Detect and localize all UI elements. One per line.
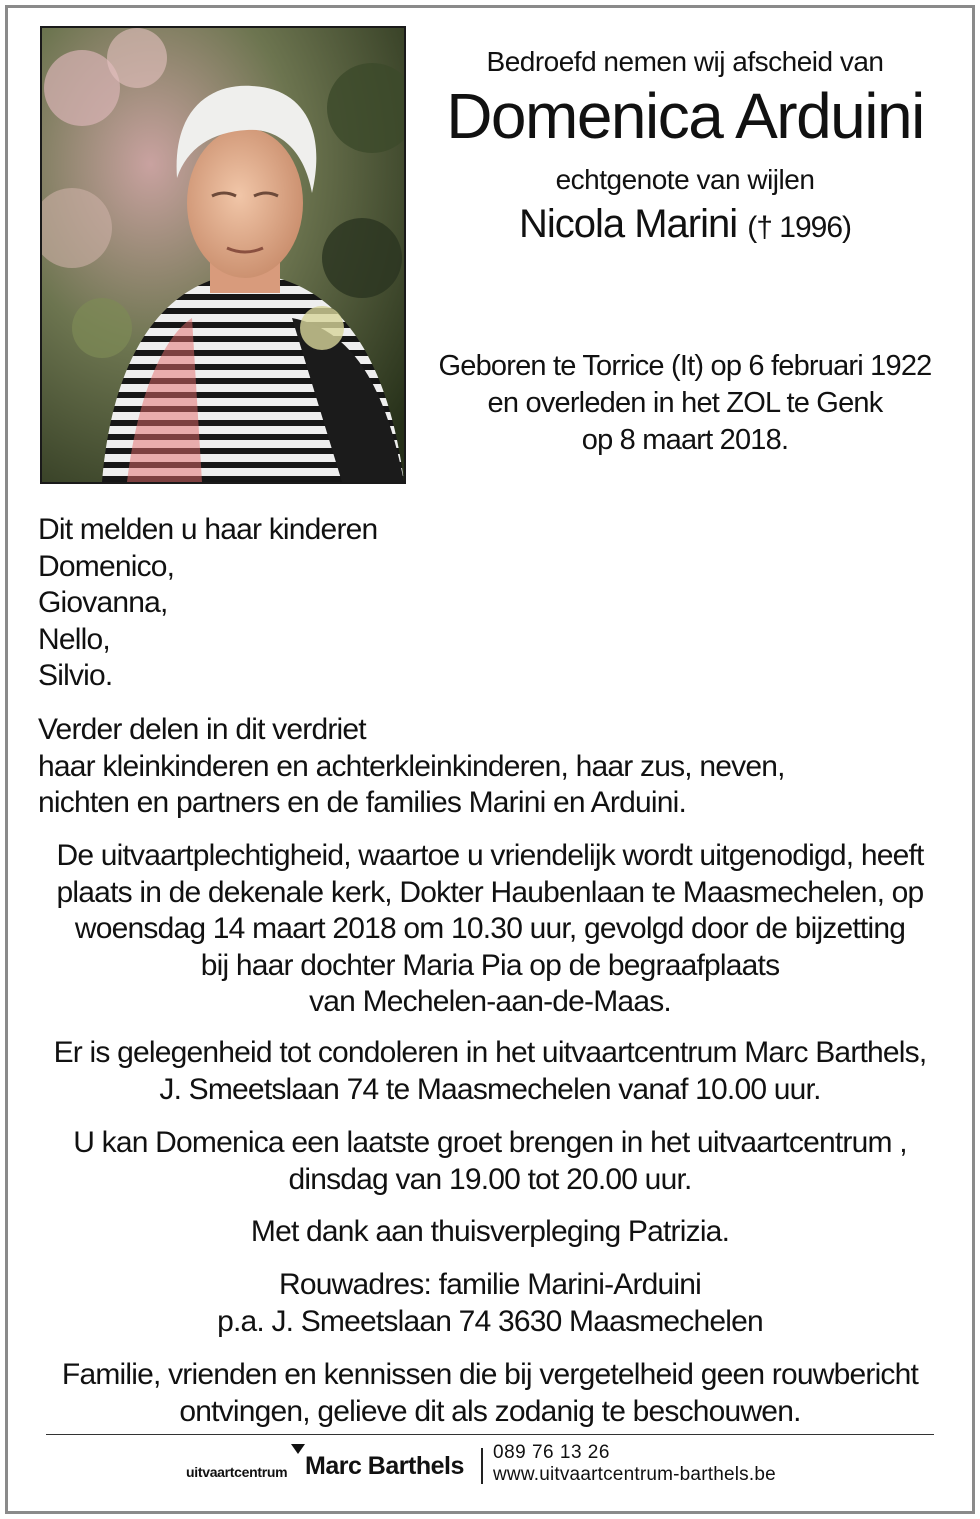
family-line: Verder delen in dit verdriet [38, 713, 366, 746]
logo-triangle-icon [291, 1444, 305, 1454]
spouse-name: Nicola Marini [518, 201, 738, 246]
birth-death-info [420, 348, 950, 458]
funeral-block [20, 838, 960, 1021]
condolence-line: J. Smeetslaan 74 te Maasmechelen vanaf 10.00 uur. [159, 1072, 821, 1106]
header [420, 46, 950, 247]
thanks-block [20, 1214, 960, 1251]
footer-separator [481, 1448, 483, 1484]
condolence-block [20, 1035, 960, 1108]
address-block [20, 1267, 960, 1340]
notice-line: ontvingen, gelieve dit als zodanig te beschouwen. [179, 1394, 801, 1428]
visit-line: U kan Domenica een laatste groet brengen in het uitvaartcentrum , [73, 1126, 907, 1159]
funeral-line: plaats in de dekenale kerk, Dokter Haubenlaan te Maasmechelen, op [56, 875, 924, 909]
family-block [38, 712, 785, 822]
spouse-line [420, 202, 950, 247]
footer-website: www.uitvaartcentrum-barthels.be [493, 1464, 776, 1485]
bio-line: Geboren te Torrice (It) op 6 februari 1922 [438, 350, 932, 382]
portrait-photo [40, 26, 406, 484]
family-line: nichten en partners en de families Marini en Arduini. [38, 786, 686, 820]
visit-block [20, 1125, 960, 1198]
spouse-death: († 1996) [747, 210, 852, 244]
notice-line: Familie, vrienden en kennissen die bij vergetelheid geen rouwbericht [61, 1358, 919, 1391]
address-line: Rouwadres: familie Marini-Arduini [278, 1268, 702, 1301]
children-line: Giovanna, [38, 586, 168, 620]
condolence-line: Er is gelegenheid tot condoleren in het uitvaartcentrum Marc Barthels, [53, 1036, 927, 1069]
footer-brand: Marc Barthels [305, 1452, 464, 1480]
children-line: Domenico, [38, 549, 175, 583]
funeral-line: woensdag 14 maart 2018 om 10.30 uur, gevolgd door de bijzetting [74, 912, 906, 946]
footer-divider [46, 1434, 934, 1435]
spouse-relation: echtgenote van wijlen [555, 163, 815, 195]
thanks-line: Met dank aan thuisverpleging Patrizia. [250, 1215, 730, 1248]
funeral-line: De uitvaartplechtigheid, waartoe u vriendelijk wordt uitgenodigd, heeft [56, 839, 924, 872]
bio-line: en overleden in het ZOL te Genk [487, 386, 883, 419]
bio-line: op 8 maart 2018. [581, 423, 789, 456]
notice-block [20, 1357, 960, 1430]
intro-text: Bedroefd nemen wij afscheid van [486, 46, 884, 77]
children-block [38, 512, 377, 695]
children-line: Silvio. [38, 659, 113, 693]
deceased-name: Domenica Arduini [446, 80, 924, 152]
children-line: Dit melden u haar kinderen [38, 513, 378, 546]
family-line: haar kleinkinderen en achterkleinkinderen, haar zus, neven, [38, 749, 785, 783]
footer-prefix: uitvaartcentrum [186, 1464, 288, 1480]
footer-phone: 089 76 13 26 [493, 1442, 610, 1463]
children-line: Nello, [38, 622, 110, 656]
visit-line: dinsdag van 19.00 tot 20.00 uur. [288, 1162, 692, 1196]
funeral-line: bij haar dochter Maria Pia op de begraafplaats [200, 948, 780, 982]
address-line: p.a. J. Smeetslaan 74 3630 Maasmechelen [217, 1304, 763, 1338]
footer [0, 1440, 980, 1490]
funeral-line: van Mechelen-aan-de-Maas. [309, 985, 671, 1019]
